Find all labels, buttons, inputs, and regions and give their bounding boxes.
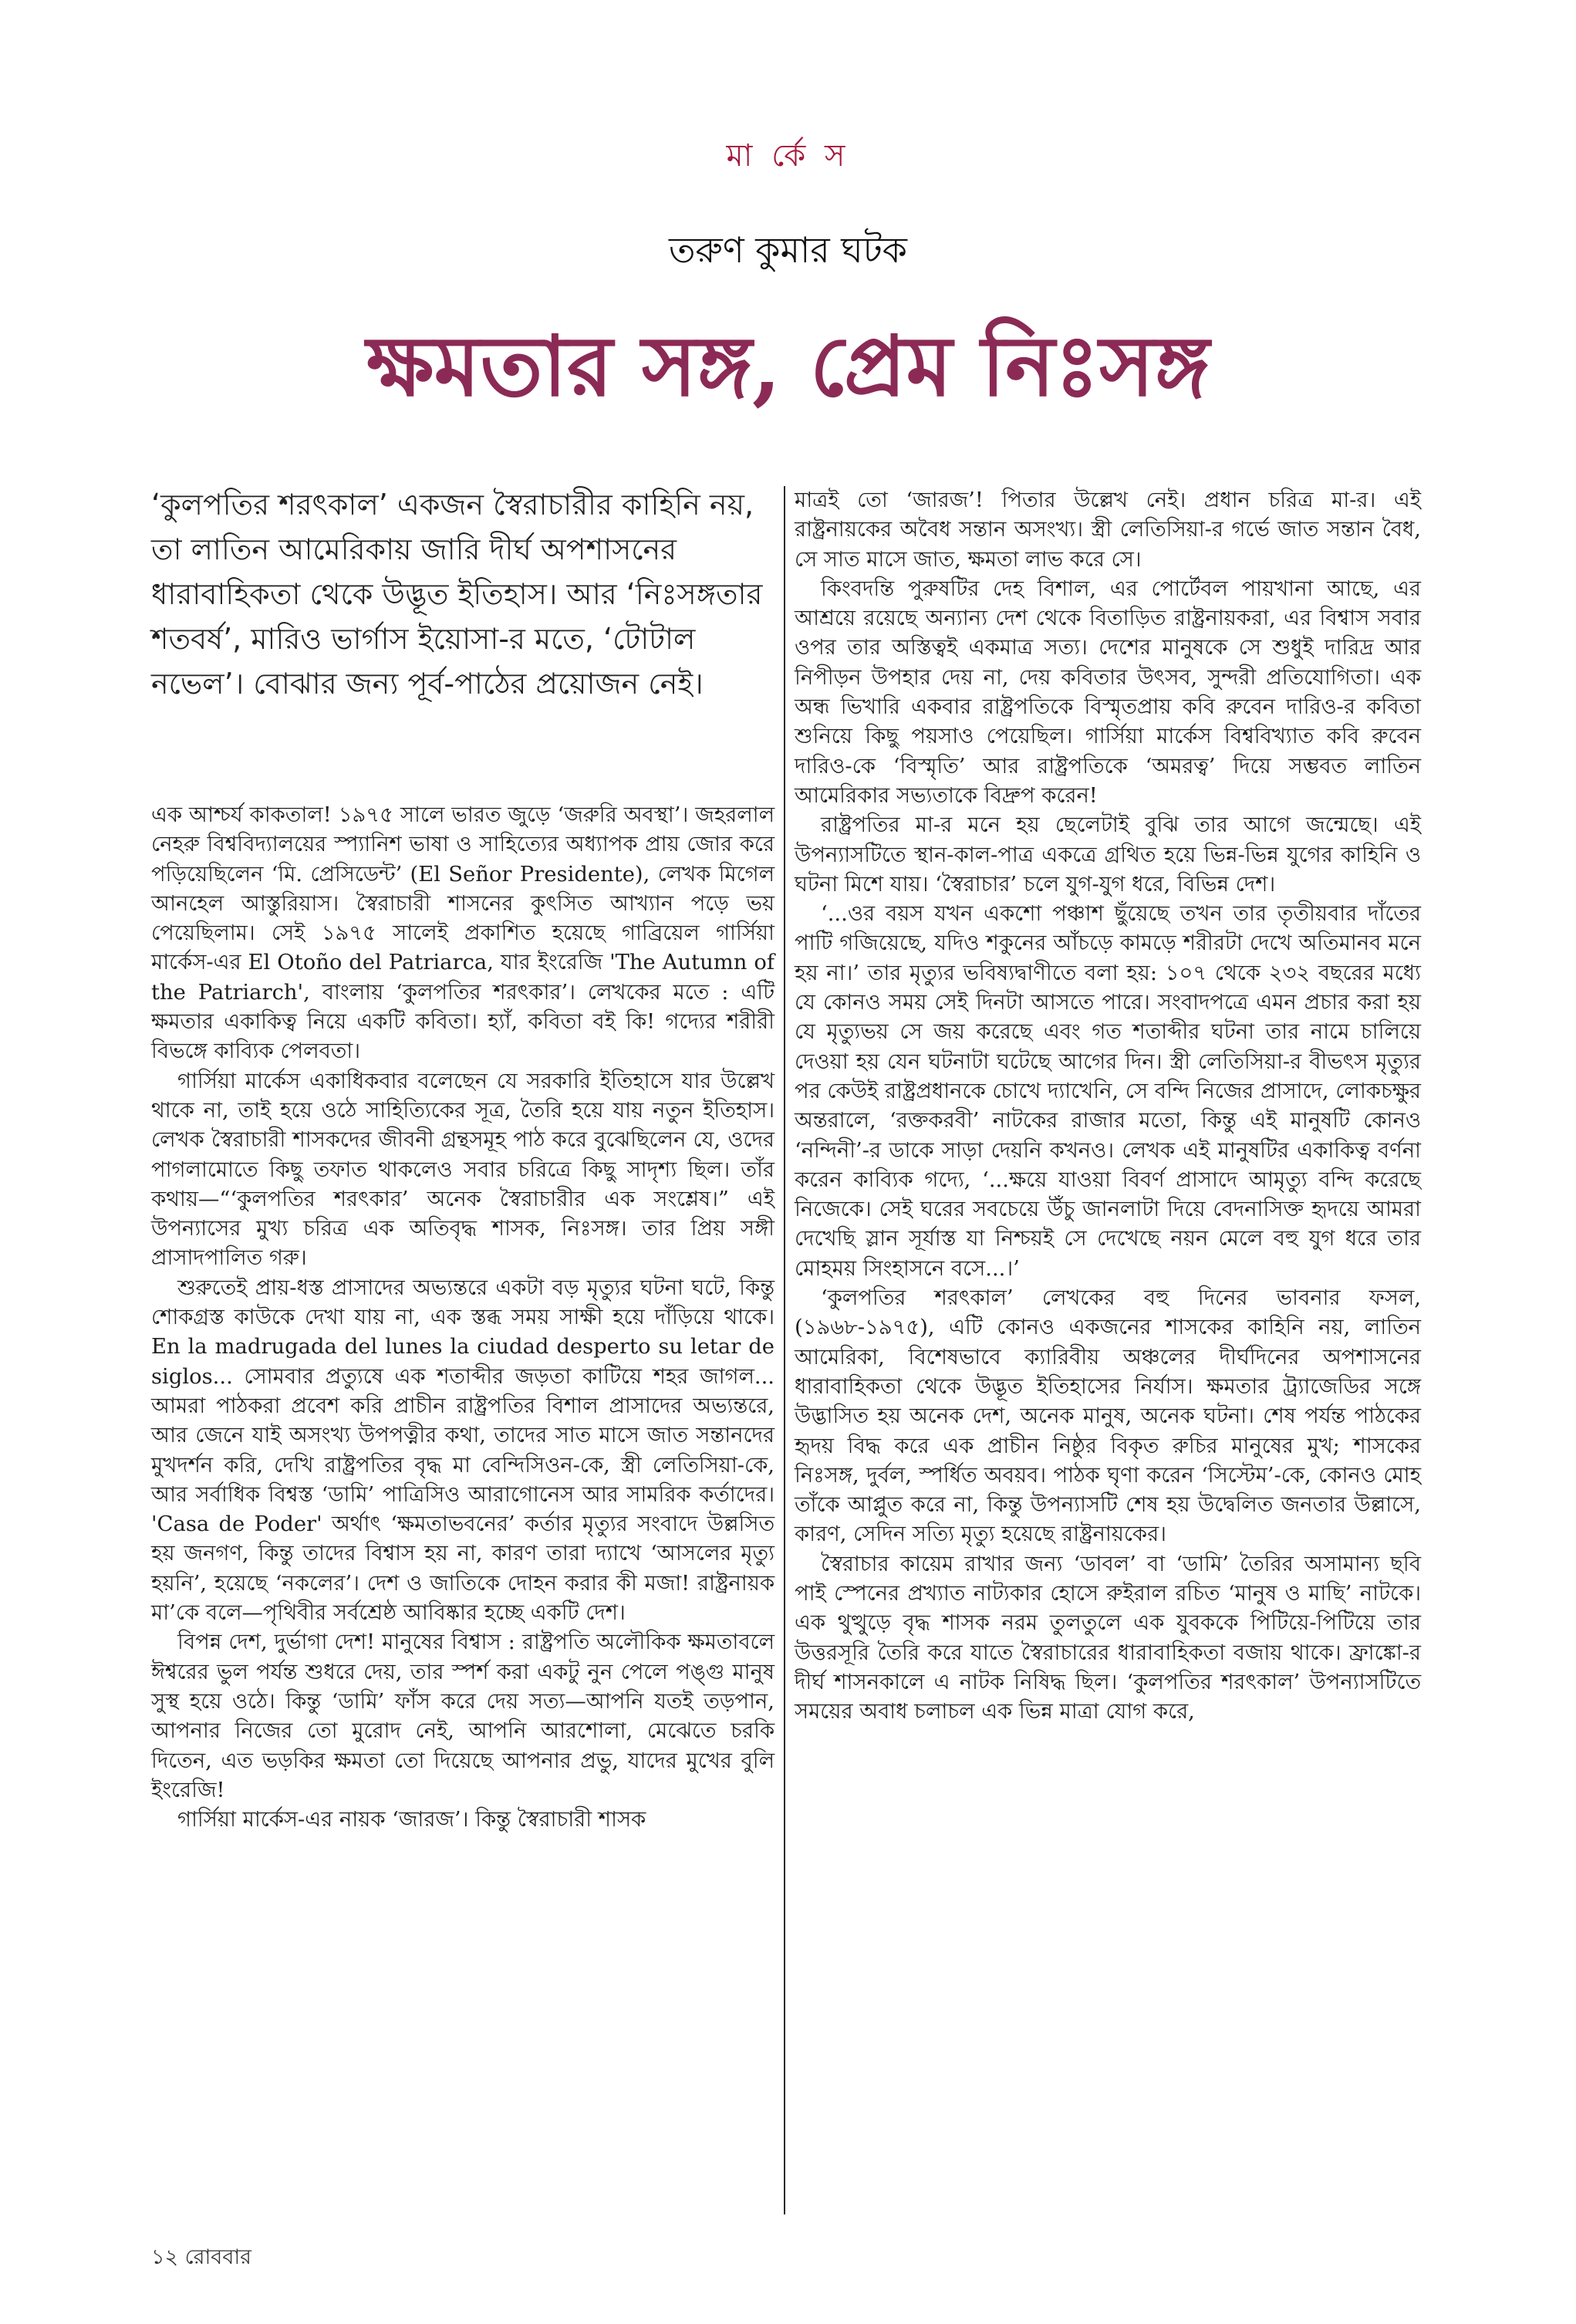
paragraph: স্বৈরাচার কায়েম রাখার জন্য ‘ডাবল’ বা ‘ডামি’ তৈরির অসামান্য ছবি পাই স্পেনের প্রখ্যাত নাট্যকার হোসে রুইরাল রচিত ‘মানুষ ও মাছি’ নাটকে। এক থুত্থুড়ে বৃদ্ধ শাসক নরম তুলতুলে এক যুবককে পিটিয়ে-পিটিয়ে তার উত্তরসূরি তৈরি করে যাতে স্বৈরাচারের ধারাবাহিকতা বজায় থাকে। ফ্রাঙ্কো-র দীর্ঘ শাসনকালে এ নাটক নিষিদ্ধ ছিল। ‘কুলপতির শরৎকাল’ উপন্যাসটিতে সময়ের অবাধ চলাচল এক ভিন্ন মাত্রা যোগ করে, xyxy=(795,1552,1421,1724)
page-footer: ১২ রোববার xyxy=(151,2245,252,2269)
paragraph: ‘কুলপতির শরৎকাল’ লেখকের বহু দিনের ভাবনার ফসল, (১৯৬৮-১৯৭৫), এটি কোনও একজনের শাসকের কাহিনি নয়, লাতিন আমেরিকা, বিশেষভাবে ক্যারিবীয় অঞ্চলের দীর্ঘদিনের অপশাসনের ধারাবাহিকতা থেকে উদ্ভূত ইতিহাসের নির্যাস। ক্ষমতার ট্র্যাজেডির সঙ্গে উদ্ভাসিত হয় অনেক দেশ, অনেক মানুষ, অনেক ঘটনা। শেষ পর্যন্ত পাঠকের হৃদয় বিদ্ধ করে এক প্রাচীন নিষ্ঠুর বিকৃত রুচির মানুষের মুখ; শাসকের নিঃসঙ্গ, দুর্বল, স্পর্ধিত অবয়ব। পাঠক ঘৃণা করেন ‘সিস্টেম’-কে, কোনও মোহ তাঁকে আপ্লুত করে না, কিন্তু উপন্যাসটি শেষ হয় উদ্বেলিত জনতার উল্লাসে, কারণ, সেদিন সত্যি মৃত্যু হয়েছে রাষ্ট্রনায়কের। xyxy=(795,1286,1421,1547)
paragraph: গার্সিয়া মার্কেস-এর নায়ক ‘জারজ’। কিন্তু স্বৈরাচারী শাসক xyxy=(177,1808,646,1833)
section-tag: মা র্কে স xyxy=(726,138,850,174)
left-column xyxy=(151,801,775,1835)
paragraph: শুরুতেই প্রায়-ধস্ত প্রাসাদের অভ্যন্তরে একটা বড় মৃত্যুর ঘটনা ঘটে, কিন্তু শোকগ্রস্ত কাউকে দেখা যায় না, এক স্তব্ধ সময় সাক্ষী হয়ে দাঁড়িয়ে থাকে। En la madrugada del lunes la ciudad desperto su letar de siglos... সোমবার প্রত্যুষে এক শতাব্দীর জড়তা কাটিয়ে শহর জাগল... আমরা পাঠকরা প্রবেশ করি প্রাচীন রাষ্ট্রপতির বিশাল প্রাসাদের অভ্যন্তরে, আর জেনে যাই অসংখ্য উপপত্নীর কথা, তাদের সাত মাসে জাত সন্তানদের মুখদর্শন করি, দেখি রাষ্ট্রপতির বৃদ্ধ মা বেন্দিসিওন-কে, স্ত্রী লেতিসিয়া-কে, আর সর্বাধিক বিশ্বস্ত ‘ডামি’ পাত্রিসিও আরাগোনেস আর সামরিক কর্তাদের। 'Casa de Poder' অর্থাৎ ‘ক্ষমতাভবনের’ কর্তার মৃত্যুর সংবাদে উল্লসিত হয় জনগণ, কিন্তু তাদের বিশ্বাস হয় না, কারণ তারা দ্যাখে ‘আসলের মৃত্যু হয়নি’, হয়েছে ‘নকলের’। দেশ ও জাতিকে দোহন করার কী মজা! রাষ্ট্রনায়ক মা’কে বলে—পৃথিবীর সর্বশ্রেষ্ঠ আবিষ্কার হচ্ছে একটি দেশ। xyxy=(151,1275,775,1626)
paragraph: রাষ্ট্রপতির মা-র মনে হয় ছেলেটাই বুঝি তার আগে জন্মেছে। এই উপন্যাসটিতে স্থান-কাল-পাত্র একত্রে গ্রথিত হয়ে ভিন্ন-ভিন্ন যুগের কাহিনি ও ঘটনা মিশে যায়। ‘স্বৈরাচার’ চলে যুগ-যুগ ধরে, বিভিন্ন দেশ। xyxy=(795,813,1421,897)
paragraph: মাত্রই তো ‘জারজ’! পিতার উল্লেখ নেই। প্রধান চরিত্র মা-র। এই রাষ্ট্রনায়কের অবৈধ সন্তান অসংখ্য। স্ত্রী লেতিসিয়া-র গর্ভে জাত সন্তান বৈধ, সে সাত মাসে জাত, ক্ষমতা লাভ করে সে। xyxy=(795,488,1421,572)
author-name: তরুণ কুমার ঘটক xyxy=(669,229,907,271)
paragraph: এক আশ্চর্য কাকতাল! ১৯৭৫ সালে ভারত জুড়ে ‘জরুরি অবস্থা’। জহরলাল নেহরু বিশ্ববিদ্যালয়ের স্প্যানিশ ভাষা ও সাহিত্যের অধ্যাপক প্রায় জোর করে পড়িয়েছিলেন ‘মি. প্রেসিডেন্ট’ (El Señor Presidente), লেখক মিগেল আনহেল আস্তুরিয়াস। স্বৈরাচারী শাসনের কুৎসিত আখ্যান পড়ে ভয় পেয়েছিলাম। সেই ১৯৭৫ সালেই প্রকাশিত হয়েছে গাব্রিয়েল গার্সিয়া মার্কেস-এর El Otoño del Patriarca, যার ইংরেজি 'The Autumn of the Patriarch', বাংলায় ‘কুলপতির শরৎকার’। লেখকের মতে : এটি ক্ষমতার একাকিত্ব নিয়ে একটি কবিতা। হ্যাঁ, কবিতা বই কি! গদ্যের শরীরী বিভঙ্গে কাব্যিক পেলবতা। xyxy=(151,803,775,1064)
column-divider xyxy=(784,486,785,2214)
article-title: ক্ষমতার সঙ্গ, প্রেম নিঃসঙ্গ xyxy=(366,318,1210,415)
paragraph: কিংবদন্তি পুরুষটির দেহ বিশাল, এর পোর্টেবল পায়খানা আছে, এর আশ্রয়ে রয়েছে অন্যান্য দেশ থেকে বিতাড়িত রাষ্ট্রনায়করা, এর বিশ্বাস সবার ওপর তার অস্তিত্বই একমাত্র সত্য। দেশের মানুষকে সে শুধুই দারিদ্র আর নিপীড়ন উপহার দেয় না, দেয় কবিতার উৎসব, সুন্দরী প্রতিযোগিতা। এক অন্ধ ভিখারি একবার রাষ্ট্রপতিকে বিস্মৃতপ্রায় কবি রুবেন দারিও-র কবিতা শুনিয়ে কিছু পয়সাও পেয়েছিল। গার্সিয়া মার্কেস বিশ্ববিখ্যাত কবি রুবেন দারিও-কে ‘বিস্মৃতি’ আর রাষ্ট্রপতিকে ‘অমরত্ব’ দিয়ে সম্ভবত লাতিন আমেরিকার সভ্যতাকে বিদ্রুপ করেন! xyxy=(795,576,1421,808)
right-column xyxy=(795,486,1421,1727)
paragraph: গার্সিয়া মার্কেস একাধিকবার বলেছেন যে সরকারি ইতিহাসে যার উল্লেখ থাকে না, তাই হয়ে ওঠে সাহিত্যিকের সূত্র, তৈরি হয়ে যায় নতুন ইতিহাস। লেখক স্বৈরাচারী শাসকদের জীবনী গ্রন্থসমূহ পাঠ করে বুঝেছিলেন যে, ওদের পাগলামোতে কিছু তফাত থাকলেও সবার চরিত্রে কিছু সাদৃশ্য ছিল। তাঁর কথায়—“‘কুলপতির শরৎকার’ অনেক স্বৈরাচারীর এক সংশ্লেষ।” এই উপন্যাসের মুখ্য চরিত্র এক অতিবৃদ্ধ শাসক, নিঃসঙ্গ। তার প্রিয় সঙ্গী প্রাসাদপালিত গরু। xyxy=(151,1069,775,1271)
paragraph: ‘...ওর বয়স যখন একশো পঞ্চাশ ছুঁয়েছে তখন তার তৃতীয়বার দাঁতের পাটি গজিয়েছে, যদিও শকুনের আঁচড়ে কামড়ে শরীরটা দেখে অতিমানব মনে হয় না।’ তার মৃত্যুর ভবিষ্যদ্বাণীতে বলা হয়: ১০৭ থেকে ২৩২ বছরের মধ্যে যে কোনও সময় সেই দিনটা আসতে পারে। সংবাদপত্রে এমন প্রচার করা হয় যে মৃত্যুভয় সে জয় করেছে এবং গত শতাব্দীর ঘটনা তার নামে চালিয়ে দেওয়া হয় যেন ঘটনাটা ঘটেছে আগের দিন। স্ত্রী লেতিসিয়া-র বীভৎস মৃত্যুর পর কেউই রাষ্ট্রপ্রধানকে চোখে দ্যাখেনি, সে বন্দি নিজের প্রাসাদে, লোকচক্ষুর অন্তরালে, ‘রক্তকরবী’ নাটকের রাজার মতো, কিন্তু এই মানুষটি কোনও ‘নন্দিনী’-র ডাকে সাড়া দেয়নি কখনও। লেখক এই মানুষটির একাকিত্ব বর্ণনা করেন কাব্যিক গদ্যে, ‘...ক্ষয়ে যাওয়া বিবর্ণ প্রাসাদে আমৃত্যু বন্দি করেছে নিজেকে। সেই ঘরের সবচেয়ে উঁচু জানলাটা দিয়ে বেদনাসিক্ত হৃদয়ে আমরা দেখেছি স্লান সূর্যাস্ত যা নিশ্চয়ই সে দেখেছে নয়ন মেলে বহু যুগ ধরে তার মোহময় সিংহাসনে বসে...।’ xyxy=(795,902,1421,1281)
paragraph: বিপন্ন দেশ, দুর্ভাগা দেশ! মানুষের বিশ্বাস : রাষ্ট্রপতি অলৌকিক ক্ষমতাবলে ঈশ্বরের ভুল পর্যন্ত শুধরে দেয়, তার স্পর্শ করা একটু নুন পেলে পঙ্গু মানুষ সুস্থ হয়ে ওঠে। কিন্তু ‘ডামি’ ফাঁস করে দেয় সত্য—আপনি যতই তড়পান, আপনার নিজের তো মুরোদ নেই, আপনি আরশোলা, মেঝেতে চরকি দিতেন, এত ভড়কির ক্ষমতা তো দিয়েছে আপনার প্রভু, যাদের মুখের বুলি ইংরেজি! xyxy=(151,1630,775,1802)
standfirst: ‘কুলপতির শরৎকাল’ একজন স্বৈরাচারীর কাহিনি নয়, তা লাতিন আমেরিকায় জারি দীর্ঘ অপশাসনের ধারাবাহিকতা থেকে উদ্ভূত ইতিহাস। আর ‘নিঃসঙ্গতার শতবর্ষ’, মারিও ভার্গাস ইয়োসা-র মতে, ‘টোটাল নভেল’। বোঝার জন্য পূর্ব-পাঠের প্রয়োজন নেই। xyxy=(151,488,763,701)
